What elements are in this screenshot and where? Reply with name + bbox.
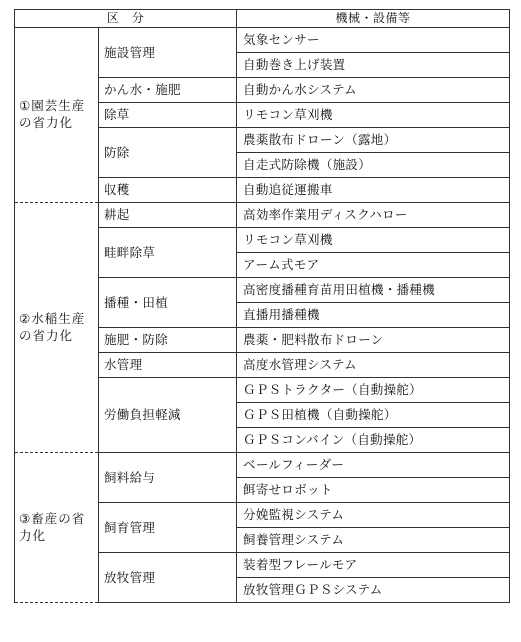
table-row xyxy=(15,28,510,53)
table-row xyxy=(15,453,510,478)
machine-item: リモコン草刈機 xyxy=(237,228,510,253)
machine-item: 直播用播種機 xyxy=(237,303,510,328)
machine-item: アーム式モア xyxy=(237,253,510,278)
machine-item: 高効率作業用ディスクハロー xyxy=(237,203,510,228)
subcategory-label: 飼料給与 xyxy=(99,453,237,503)
machine-item: 分娩監視システム xyxy=(237,503,510,528)
group-label: ③畜産の省力化 xyxy=(15,453,99,603)
machine-item: 飼養管理システム xyxy=(237,528,510,553)
subcategory-label: 施設管理 xyxy=(99,28,237,78)
subcategory-label: 除草 xyxy=(99,103,237,128)
machine-item: 自走式防除機（施設） xyxy=(237,153,510,178)
header-category: 区 分 xyxy=(15,10,237,28)
group-label: ②水稲生産の省力化 xyxy=(15,203,99,453)
subcategory-label: 飼育管理 xyxy=(99,503,237,553)
machine-item: 高密度播種育苗用田植機・播種機 xyxy=(237,278,510,303)
machine-item: 放牧管理ＧＰＳシステム xyxy=(237,578,510,603)
subcategory-label: 耕起 xyxy=(99,203,237,228)
subcategory-label: 防除 xyxy=(99,128,237,178)
machine-item: 餌寄せロボット xyxy=(237,478,510,503)
machine-item: 自動かん水システム xyxy=(237,78,510,103)
machine-item: ＧＰＳトラクター（自動操舵） xyxy=(237,378,510,403)
machine-item: 高度水管理システム xyxy=(237,353,510,378)
table-row xyxy=(15,203,510,228)
machine-item: 農薬・肥料散布ドローン xyxy=(237,328,510,353)
subcategory-label: かん水・施肥 xyxy=(99,78,237,103)
machine-item: 装着型フレールモア xyxy=(237,553,510,578)
subcategory-label: 収穫 xyxy=(99,178,237,203)
table-body xyxy=(15,28,510,603)
subcategory-label: 施肥・防除 xyxy=(99,328,237,353)
header-machines: 機械・設備等 xyxy=(237,10,510,28)
subcategory-label: 水管理 xyxy=(99,353,237,378)
machine-item: ベールフィーダー xyxy=(237,453,510,478)
subcategory-label: 労働負担軽減 xyxy=(99,378,237,453)
subcategory-label: 放牧管理 xyxy=(99,553,237,603)
group-label: ①園芸生産の省力化 xyxy=(15,28,99,203)
subcategory-label: 播種・田植 xyxy=(99,278,237,328)
machine-item: 農薬散布ドローン（露地） xyxy=(237,128,510,153)
equipment-table-container xyxy=(14,9,509,634)
subcategory-label: 畦畔除草 xyxy=(99,228,237,278)
machine-item: リモコン草刈機 xyxy=(237,103,510,128)
equipment-table xyxy=(14,9,510,603)
machine-item: ＧＰＳ田植機（自動操舵） xyxy=(237,403,510,428)
machine-item: 自動追従運搬車 xyxy=(237,178,510,203)
machine-item: ＧＰＳコンバイン（自動操舵） xyxy=(237,428,510,453)
machine-item: 気象センサー xyxy=(237,28,510,53)
machine-item: 自動巻き上げ装置 xyxy=(237,53,510,78)
